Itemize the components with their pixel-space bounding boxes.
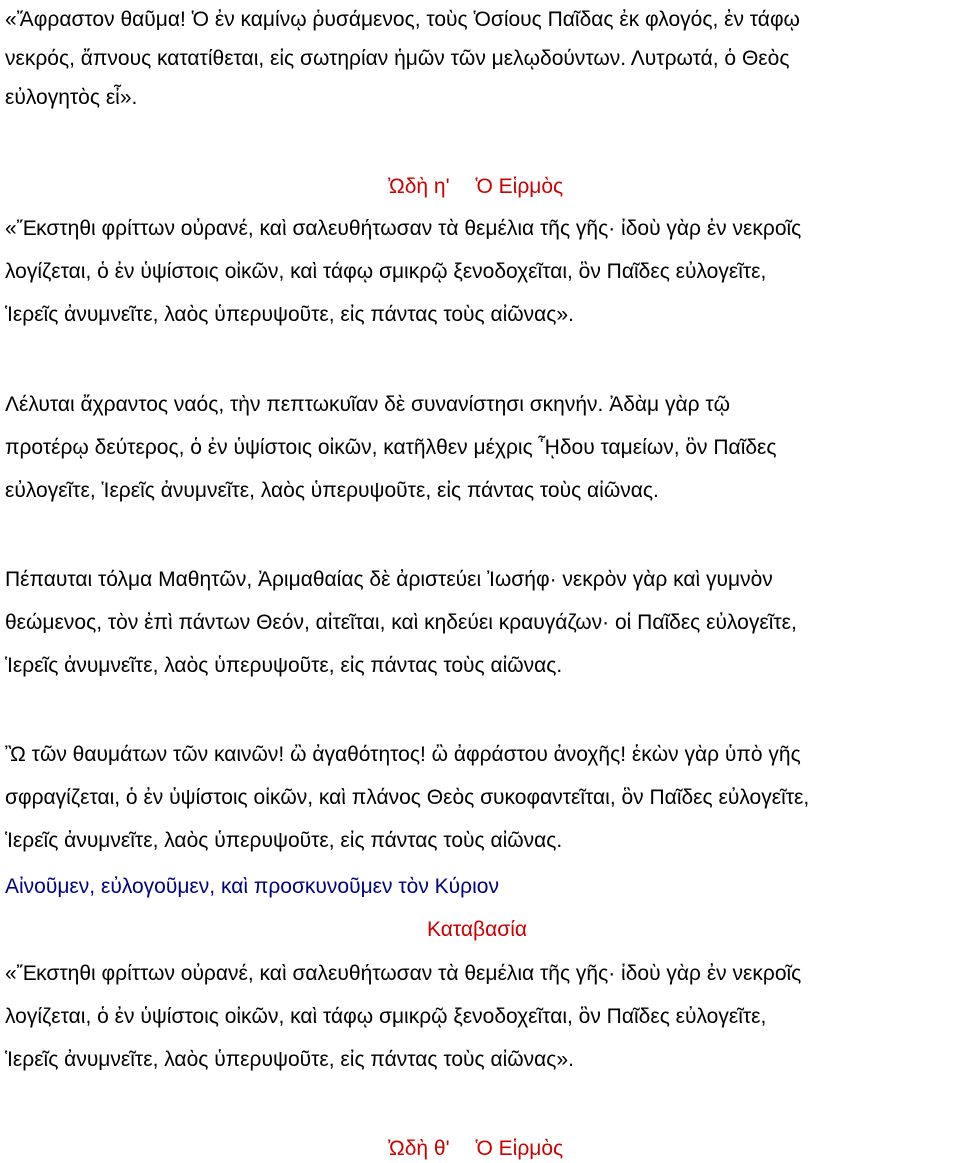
troparion-1-line-3: εὐλογεῖτε, Ἱερεῖς ἀνυμνεῖτε, λαὸς ὑπερυψοῦτε, εἰς πάντας τοὺς αἰῶνας. [5, 479, 659, 502]
katavasia-heading: Καταβασία [427, 918, 528, 941]
ode-8-number: Ὠδὴ η' [388, 175, 450, 198]
troparion-3-line-3: Ἱερεῖς ἀνυμνεῖτε, λαὸς ὑπερυψοῦτε, εἰς πάντας τοὺς αἰῶνας. [5, 829, 563, 852]
ode-8-heading [388, 174, 563, 200]
katavasia-line-2: λογίζεται, ὁ ἐν ὑψίστοις οἰκῶν, καὶ τάφῳ σμικρῷ ξενοδοχεῖται, ὃν Παῖδες εὐλογεῖτε, [5, 1005, 767, 1028]
troparion-2-line-3: Ἱερεῖς ἀνυμνεῖτε, λαὸς ὑπερυψοῦτε, εἰς πάντας τοὺς αἰῶνας. [5, 654, 563, 677]
troparion-1-line-1: Λέλυται ἄχραντος ναός, τὴν πεπτωκυῖαν δὲ συνανίστησι σκηνήν. Ἀδὰμ γὰρ τῷ [5, 393, 731, 416]
troparion-2-line-2: θεώμενος, τὸν ἐπὶ πάντων Θεόν, αἰτεῖται, καὶ κηδεύει κραυγάζων· οἱ Παῖδες εὐλογεῖτε, [5, 611, 797, 634]
troparion-3-line-1: Ὢ τῶν θαυμάτων τῶν καινῶν! ὢ ἀγαθότητος! ὢ ἀφράστου ἀνοχῆς! ἑκὼν γὰρ ὑπὸ γῆς [5, 743, 801, 766]
ode-9-heading [388, 1136, 563, 1162]
ode-9-number: Ὠδὴ θ' [388, 1137, 450, 1160]
katavasia-line-1: «Ἔκστηθι φρίττων οὐρανέ, καὶ σαλευθήτωσαν τὰ θεμέλια τῆς γῆς· ἰδοὺ γὰρ ἐν νεκροῖς [5, 962, 802, 985]
intro-line-2: νεκρός, ἄπνους κατατίθεται, εἰς σωτηρίαν ἡμῶν τῶν μελῳδούντων. Λυτρωτά, ὁ Θεὸς [5, 47, 790, 70]
intro-line-3: εὐλογητὸς εἶ». [5, 86, 138, 109]
troparion-1-line-2: προτέρῳ δεύτερος, ὁ ἐν ὑψίστοις οἰκῶν, κατῆλθεν μέχρις ᾟδου ταμείων, ὃν Παῖδες [5, 436, 777, 459]
eirmos-line-3: Ἱερεῖς ἀνυμνεῖτε, λαὸς ὑπερυψοῦτε, εἰς πάντας τοὺς αἰῶνας». [5, 303, 574, 326]
troparion-3-line-2: σφραγίζεται, ὁ ἐν ὑψίστοις οἰκῶν, καὶ πλάνος Θεὸς συκοφαντεῖται, ὃν Παῖδες εὐλογεῖτε, [5, 786, 810, 809]
troparion-2-line-1: Πέπαυται τόλμα Μαθητῶν, Ἀριμαθαίας δὲ ἀριστεύει Ἰωσήφ· νεκρὸν γὰρ καὶ γυμνὸν [5, 568, 773, 591]
ode-9-eirmos-label: Ὁ Εἱρμὸς [475, 1137, 564, 1160]
intro-line-1: «Ἄφραστον θαῦμα! Ὁ ἐν καμίνῳ ῥυσάμενος, τοὺς Ὁσίους Παῖδας ἐκ φλογός, ἐν τάφῳ [5, 8, 800, 31]
ode-8-eirmos-label: Ὁ Εἱρμὸς [475, 175, 564, 198]
eirmos-line-1: «Ἔκστηθι φρίττων οὐρανέ, καὶ σαλευθήτωσαν τὰ θεμέλια τῆς γῆς· ἰδοὺ γὰρ ἐν νεκροῖς [5, 217, 802, 240]
refrain: Αἰνοῦμεν, εὐλογοῦμεν, καὶ προσκυνοῦμεν τὸν Κύριον [5, 875, 499, 898]
eirmos-line-2: λογίζεται, ὁ ἐν ὑψίστοις οἰκῶν, καὶ τάφῳ σμικρῷ ξενοδοχεῖται, ὃν Παῖδες εὐλογεῖτε, [5, 260, 767, 283]
katavasia-line-3: Ἱερεῖς ἀνυμνεῖτε, λαὸς ὑπερυψοῦτε, εἰς πάντας τοὺς αἰῶνας». [5, 1048, 574, 1071]
